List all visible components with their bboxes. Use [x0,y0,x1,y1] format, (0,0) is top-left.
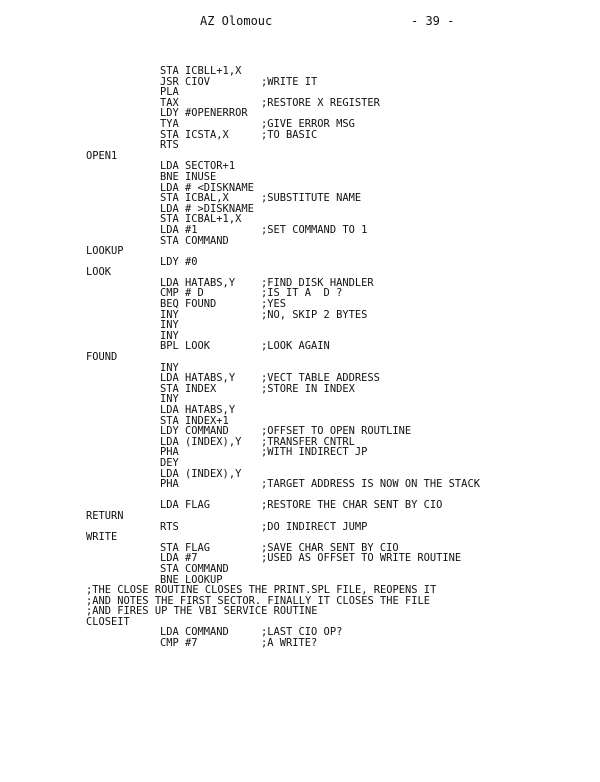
code-line [86,161,480,172]
code-line [86,193,480,204]
code-label: WRITE [86,531,118,544]
code-line [86,458,480,469]
code-line [86,553,480,564]
code-line [86,384,480,395]
code-comment: ;YES [261,298,287,311]
code-comment: ;SET COMMAND TO 1 [261,223,368,236]
code-line [86,447,480,458]
code-instruction: DEY [160,456,179,469]
code-comment: ;A WRITE? [261,637,318,650]
code-instruction: CMP #7 [160,637,198,650]
code-line [86,522,480,533]
code-line [86,479,480,490]
comment-line: ;THE CLOSE ROUTINE CLOSES THE PRINT.SPL FILE, REOPENS IT [86,584,437,597]
code-comment: ;LOOK AGAIN [261,340,330,353]
code-instruction: LDA #1 [160,223,198,236]
code-comment: ;LAST CIO OP? [261,626,343,639]
code-instruction: LDA (INDEX),Y [160,467,242,480]
code-instruction: LDA FLAG [160,499,211,512]
code-line [86,564,480,575]
code-line [86,130,480,141]
code-instruction: LDA SECTOR+1 [160,160,236,173]
code-comment: ;WITH INDIRECT JP [261,446,368,459]
code-line [86,246,480,257]
code-instruction: INY [160,319,179,332]
code-instruction: LDA #7 [160,552,198,565]
code-line [86,320,480,331]
code-instruction: STA COMMAND [160,562,229,575]
code-line [86,310,480,321]
code-instruction: RTS [160,139,179,152]
code-instruction: BEQ FOUND [160,298,217,311]
code-comment: ;DO INDIRECT JUMP [261,520,368,533]
code-instruction: LDA HATABS,Y [160,372,236,385]
code-line [86,341,480,352]
code-comment: ;WRITE IT [261,75,318,88]
code-instruction: STA INDEX [160,382,217,395]
assembly-listing [86,66,480,649]
code-instruction: STA ICBLL+1,X [160,65,242,77]
code-comment: ;OFFSET TO OPEN ROUTLINE [261,425,412,438]
code-instruction: LDA # <DISKNAME [160,181,254,194]
code-instruction: INY [160,361,179,374]
code-line [86,394,480,405]
code-instruction: CMP # D [160,287,204,300]
code-instruction: TYA [160,117,179,130]
code-instruction: BNE LOOKUP [160,573,223,586]
code-instruction: STA INDEX+1 [160,414,229,427]
code-instruction: LDA COMMAND [160,626,229,639]
code-line [86,606,480,617]
page-number: - 39 - [411,14,455,28]
code-instruction: TAX [160,96,179,109]
code-comment: ;SAVE CHAR SENT BY CIO [261,541,399,554]
code-instruction: INY [160,393,179,406]
code-instruction: LDY #OPENERROR [160,107,248,120]
code-label: LOOK [86,266,112,279]
code-line [86,638,480,649]
code-comment: ;GIVE ERROR MSG [261,117,355,130]
code-line [86,257,480,268]
code-comment: ;SUBSTITUTE NAME [261,192,362,205]
code-line [86,98,480,109]
code-comment: ;RESTORE X REGISTER [261,96,380,109]
code-comment: ;IS IT A D ? [261,287,343,300]
code-line [86,500,480,511]
code-comment: ;TO BASIC [261,128,318,141]
code-instruction: BPL LOOK [160,340,211,353]
code-comment: ;VECT TABLE ADDRESS [261,372,380,385]
code-line [86,236,480,247]
code-instruction: INY [160,329,179,342]
code-comment: ;TRANSFER CNTRL [261,435,355,448]
comment-line: ;AND FIRES UP THE VBI SERVICE ROUTINE [86,605,318,618]
code-instruction: LDA (INDEX),Y [160,435,242,448]
code-instruction: STA FLAG [160,541,211,554]
code-label: FOUND [86,351,118,364]
code-line [86,204,480,215]
code-instruction: PHA [160,478,179,491]
code-line [86,352,480,363]
code-instruction: PLA [160,86,179,99]
code-comment: ;FIND DISK HANDLER [261,276,374,289]
code-label: CLOSEIT [86,615,130,628]
code-line [86,172,480,183]
code-line [86,225,480,236]
code-line [86,77,480,88]
code-instruction: STA ICBAL+1,X [160,213,242,226]
code-instruction: LDY COMMAND [160,425,229,438]
code-line [86,405,480,416]
code-comment: ;TARGET ADDRESS IS NOW ON THE STACK [261,478,480,491]
code-instruction: INY [160,308,179,321]
page-header [0,14,600,34]
code-instruction: PHA [160,446,179,459]
code-line [86,151,480,162]
code-comment: ;USED AS OFFSET TO WRITE ROUTINE [261,552,462,565]
code-instruction: BNE INUSE [160,170,217,183]
code-comment: ;NO, SKIP 2 BYTES [261,308,368,321]
code-label: OPEN1 [86,149,118,162]
code-instruction: STA ICSTA,X [160,128,229,141]
code-label: RETURN [86,509,124,522]
code-instruction: LDA HATABS,Y [160,404,236,416]
code-instruction: STA ICBAL,X [160,192,229,205]
code-instruction: LDY #0 [160,255,198,268]
code-instruction: LDA # >DISKNAME [160,202,254,215]
header-title: AZ Olomouc [200,14,273,28]
code-line [86,119,480,130]
code-line [86,66,480,77]
code-line [86,140,480,151]
code-line [86,511,480,522]
code-instruction: LDA HATABS,Y [160,276,236,289]
code-instruction: RTS [160,520,179,533]
code-label: LOOKUP [86,245,124,258]
code-instruction: STA COMMAND [160,234,229,247]
code-instruction: JSR CIOV [160,75,211,88]
code-comment: ;STORE IN INDEX [261,382,355,395]
comment-line: ;AND NOTES THE FIRST SECTOR. FINALLY IT CLOSES THE FILE [86,594,431,607]
code-comment: ;RESTORE THE CHAR SENT BY CIO [261,499,443,512]
